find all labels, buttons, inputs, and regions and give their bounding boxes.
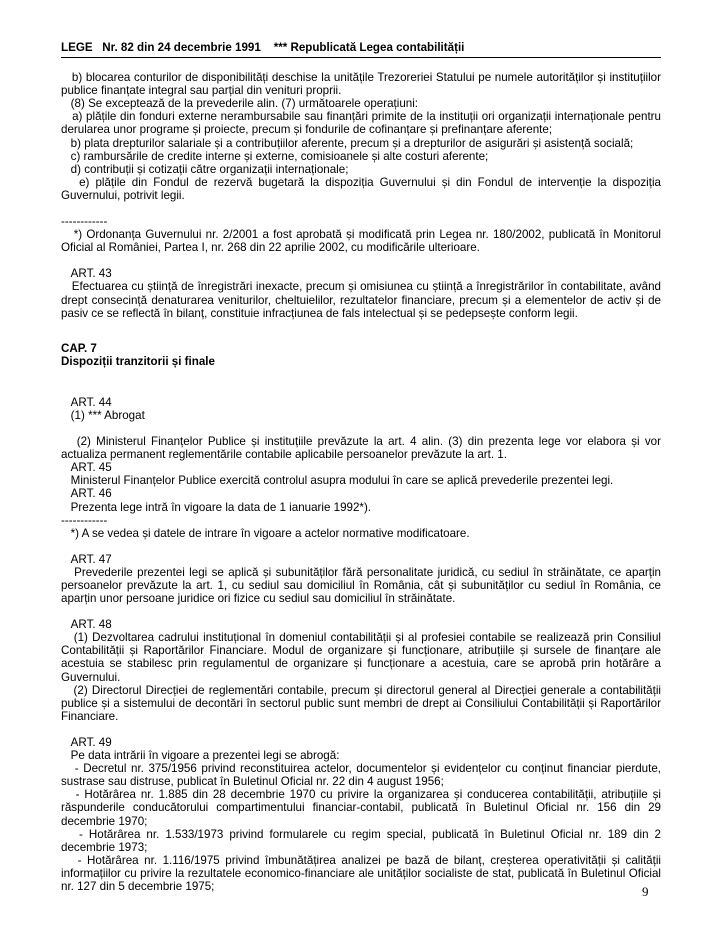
paragraph: ART. 43 (61, 267, 112, 281)
paragraph: *) A se vedea și datele de intrare în vigoare a actelor normative modificatoare. (61, 526, 470, 540)
header-republication: *** Republicată Legea contabilității (273, 41, 465, 54)
paragraph: e) plățile din Fondul de rezervă bugetară la dispoziția Guvernului și din Fondul de intervenție la dispoziția Guvernului, potrivit legii. (61, 175, 665, 202)
paragraph-spacer (61, 202, 661, 215)
paragraph: (2) Directorul Direcției de reglementări contabile, precum și directorul general al Direcției generale a contabilității publice și a sistemului de decontări în sectorul public sunt membri de drept ai Consiliului Contabilității și Raportărilor Financiare. (61, 683, 665, 723)
paragraph: Prezenta lege intră în vigoare la data de 1 ianuarie 1992*). (61, 500, 372, 514)
paragraph-spacer (61, 540, 661, 553)
paragraph: - Decretul nr. 375/1956 privind reconstituirea actelor, documentelor și evidențelor cu conținut financiar pierdute, sustrase sau distruse, publicat în Buletinul Oficial nr. 22 din 4 august 1956; (61, 762, 665, 789)
paragraph: c) rambursările de credite interne și externe, comisioanele și alte costuri aferente; (61, 149, 489, 163)
paragraph: b) plata drepturilor salariale și a contribuțiilor aferente, precum și a drepturilor de asigurări și asistență socială; (61, 136, 634, 150)
paragraph: Ministerul Finanțelor Publice exercită controlul asupra modului în care se aplică prevederile prezentei legi. (61, 474, 614, 488)
section-heading: CAP. 7 (61, 341, 97, 355)
document-body (61, 71, 665, 893)
paragraph-spacer (61, 254, 661, 267)
paragraph: ------------ (61, 215, 108, 229)
paragraph: ART. 46 (61, 487, 112, 501)
paragraph-spacer (61, 422, 661, 435)
paragraph: d) contribuții și cotizații către organizații internaționale; (61, 162, 349, 176)
paragraph: Prevederile prezentei legi se aplică și subunităților fără personalitate juridică, cu sediul în străinătate, ce aparțin persoanelor prevăzute la art. 1, cu sediul sau domiciliul în România, cât și subunităților cu sediul în România, ce aparțin unor persoane juridice ori fizice cu sediul sau domiciliul în străinătate. (61, 565, 665, 606)
paragraph: ------------ (61, 513, 108, 527)
paragraph-spacer (61, 605, 661, 618)
document-page (61, 41, 665, 893)
paragraph: ART. 47 (61, 552, 112, 566)
paragraph: (1) Dezvoltarea cadrului instituțional în domeniul contabilității și al profesiei contabile se realizează prin Consiliul Contabilității și Raportărilor Financiare. Modul de organizare și funcționare, atribuțiile și sursele de finanțare ale acestuia se stabilesc prin regulamentul de organizare și funcționare a acestuia, care se aprobă prin hotărâre a Guvernului. (61, 631, 665, 684)
paragraph: Pe data intrării în vigoare a prezentei legi se abrogă: (61, 749, 340, 763)
running-header (61, 41, 661, 58)
header-law: LEGE (61, 41, 93, 54)
paragraph: Efectuarea cu știință de înregistrări inexacte, precum și omisiunea cu știință a înregistrărilor în contabilitate, având drept consecință denaturarea veniturilor, cheltuielilor, rezultatelor financiare, precum și a elementelor de activ și de pasiv ce se reflectă în bilanț, constituie infracțiunea de fals intelectual și se pedepsește conform legii. (61, 280, 665, 320)
paragraph-spacer (61, 723, 661, 736)
paragraph: - Hotărârea nr. 1.116/1975 privind îmbunătățirea analizei pe bază de bilanț, creșterea operativității și calității informațiilor cu privire la rezultatele economico-financiare ale unităților socialiste de stat, publicată în Buletinul Oficial nr. 127 din 5 decembrie 1975; (61, 853, 665, 893)
paragraph: (1) *** Abrogat (61, 408, 145, 422)
header-number: Nr. 82 din 24 decembrie 1991 (102, 41, 261, 54)
paragraph: (8) Se exceptează de la prevederile alin. (7) următoarele operațiuni: (61, 97, 419, 111)
paragraph: - Hotărârea nr. 1.885 din 28 decembrie 1970 cu privire la organizarea și conducerea contabilității, atribuțiile și răspunderile conducătorului compartimentului financiar-contabil, publicată în Buletinul Oficial nr. 156 din 29 decembrie 1970; (61, 788, 665, 828)
paragraph: (2) Ministerul Finanțelor Publice și instituțiile prevăzute la art. 4 alin. (3) din prezenta lege vor elabora și vor actualiza permanent reglementările contabile aplicabile persoanelor prevăzute la art. 1. (61, 435, 665, 462)
paragraph: a) plățile din fonduri externe nerambursabile sau finanțări primite de la instituții ori organizații internaționale pentru derularea unor programe și proiecte, precum și fondurile de cofinanțare și prefinanțare aferente; (61, 110, 665, 137)
paragraph-spacer (61, 368, 661, 396)
section-heading: Dispoziții tranzitorii și finale (61, 354, 215, 368)
page-number: 9 (642, 884, 649, 899)
paragraph-spacer (61, 320, 661, 342)
paragraph: *) Ordonanța Guvernului nr. 2/2001 a fost aprobată și modificată prin Legea nr. 180/2002, publicată în Monitorul Oficial al României, Partea I, nr. 268 din 22 aprilie 2002, cu modificările ulterioare. (61, 228, 665, 255)
paragraph: - Hotărârea nr. 1.533/1973 privind formularele cu regim special, publicată în Buletinul Oficial nr. 189 din 2 decembrie 1973; (61, 827, 665, 854)
paragraph: b) blocarea conturilor de disponibilități deschise la unitățile Trezoreriei Statului pe numele autorităților și instituțiilor publice finanțate integral sau parțial din venituri proprii. (61, 71, 665, 98)
paragraph: ART. 45 (61, 461, 112, 475)
paragraph: ART. 49 (61, 735, 112, 749)
paragraph: ART. 44 (61, 395, 112, 409)
paragraph: ART. 48 (61, 618, 112, 632)
